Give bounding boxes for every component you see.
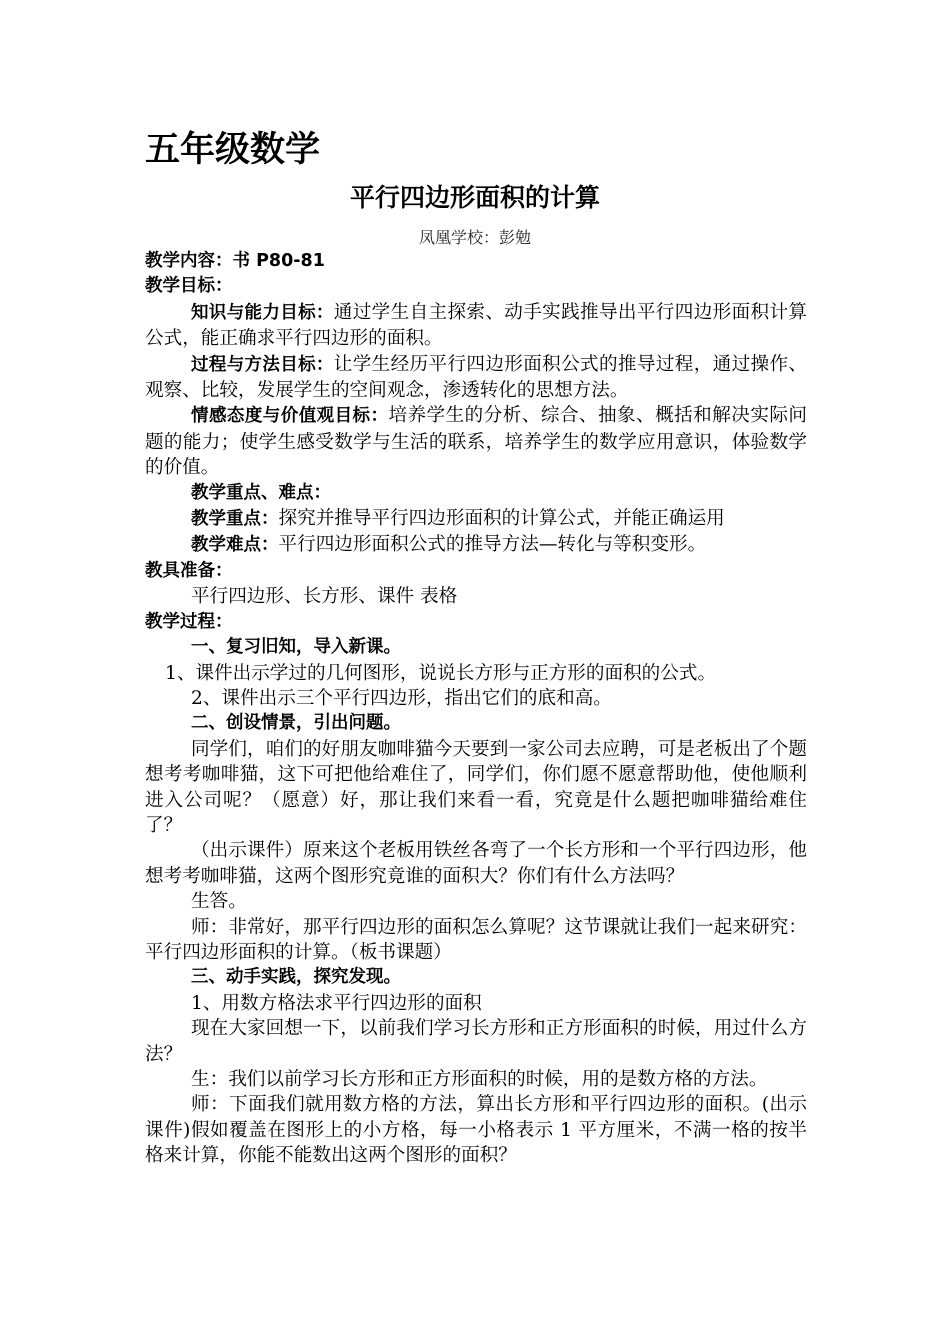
section2-heading: 二、创设情景，引出问题。 <box>191 713 401 734</box>
process-heading: 教学过程： <box>145 611 233 632</box>
key-point-text: 探究并推导平行四边形面积的计算公式，并能正确运用 <box>278 508 725 530</box>
tools-text: 平行四边形、长方形、课件 表格 <box>191 586 458 608</box>
key-point <box>145 506 807 532</box>
section3-item1: 1、用数方格法求平行四边形的面积 <box>191 992 482 1014</box>
keypoints-heading: 教学重点、难点： <box>191 482 331 503</box>
section2-paragraph3: 生答。 <box>191 891 247 913</box>
objective-process <box>145 352 807 404</box>
objective-process-label: 过程与方法目标： <box>191 354 334 375</box>
grade-title: 五年级数学 <box>145 130 321 170</box>
section3-heading: 三、动手实践，探究发现。 <box>191 967 401 988</box>
author-line: 凤凰学校：彭勉 <box>418 228 531 247</box>
objectives-heading: 教学目标： <box>145 276 233 297</box>
difficult-point-text: 平行四边形面积公式的推导方法—转化与等积变形。 <box>278 534 707 556</box>
section2-paragraph4: 师：非常好，那平行四边形的面积怎么算呢？这节课就让我们一起来研究：平行四边形面积的计算。（板书课题） <box>145 916 807 963</box>
document-body <box>145 249 807 1169</box>
difficult-point <box>145 532 807 558</box>
tools-heading: 教具准备： <box>145 560 233 581</box>
lesson-title: 平行四边形面积的计算 <box>349 183 600 212</box>
objective-attitude <box>145 403 807 480</box>
section1-heading: 一、复习旧知，导入新课。 <box>191 637 401 658</box>
objective-knowledge-label: 知识与能力目标： <box>191 302 334 323</box>
section3-paragraph1: 现在大家回想一下，以前我们学习长方形和正方形面积的时候，用过什么方法？ <box>145 1018 807 1065</box>
section3-paragraph2: 生：我们以前学习长方形和正方形面积的时候，用的是数方格的方法。 <box>191 1069 768 1090</box>
section1-item1: 1、课件出示学过的几何图形，说说长方形与正方形的面积的公式。 <box>165 662 717 684</box>
section2-paragraph2: （出示课件）原来这个老板用铁丝各弯了一个长方形和一个平行四边形，他想考考咖啡猫，这两个图形究竟谁的面积大？你们有什么方法吗？ <box>145 840 807 887</box>
objective-knowledge <box>145 300 807 352</box>
key-point-label: 教学重点： <box>191 509 279 530</box>
difficult-point-label: 教学难点： <box>191 535 279 556</box>
objective-attitude-text: 培养学生的分析、综合、抽象、概括和解决实际问题的能力；使学生感受数学与生活的联系，培养学生的数学应用意识，体验数学的价值。 <box>145 405 807 479</box>
section3-paragraph3: 师：下面我们就用数方格的方法，算出长方形和平行四边形的面积。(出示课件)假如覆盖在图形上的小方格，每一小格表示 1 平方厘米，不满一格的按半格来计算，你能不能数出这两个图形的面积？ <box>145 1094 807 1167</box>
section1-item2: 2、课件出示三个平行四边形，指出它们的底和高。 <box>191 687 612 709</box>
objective-knowledge-text: 通过学生自主探索、动手实践推导出平行四边形面积计算公式，能正确求平行四边形的面积。 <box>145 301 807 350</box>
teaching-content: 教学内容：书 P80-81 <box>145 251 325 271</box>
objective-attitude-label: 情感态度与价值观目标： <box>191 406 389 427</box>
objective-process-text: 让学生经历平行四边形面积公式的推导过程，通过操作、观察、比较，发展学生的空间观念，渗透转化的思想方法。 <box>145 353 807 402</box>
section2-paragraph1: 同学们，咱们的好朋友咖啡猫今天要到一家公司去应聘，可是老板出了个题想考考咖啡猫，这下可把他给难住了，同学们，你们愿不愿意帮助他，使他顺利进入公司呢？（愿意）好，那让我们来看一看，究竟是什么题把咖啡猫给难住了？ <box>145 738 807 836</box>
